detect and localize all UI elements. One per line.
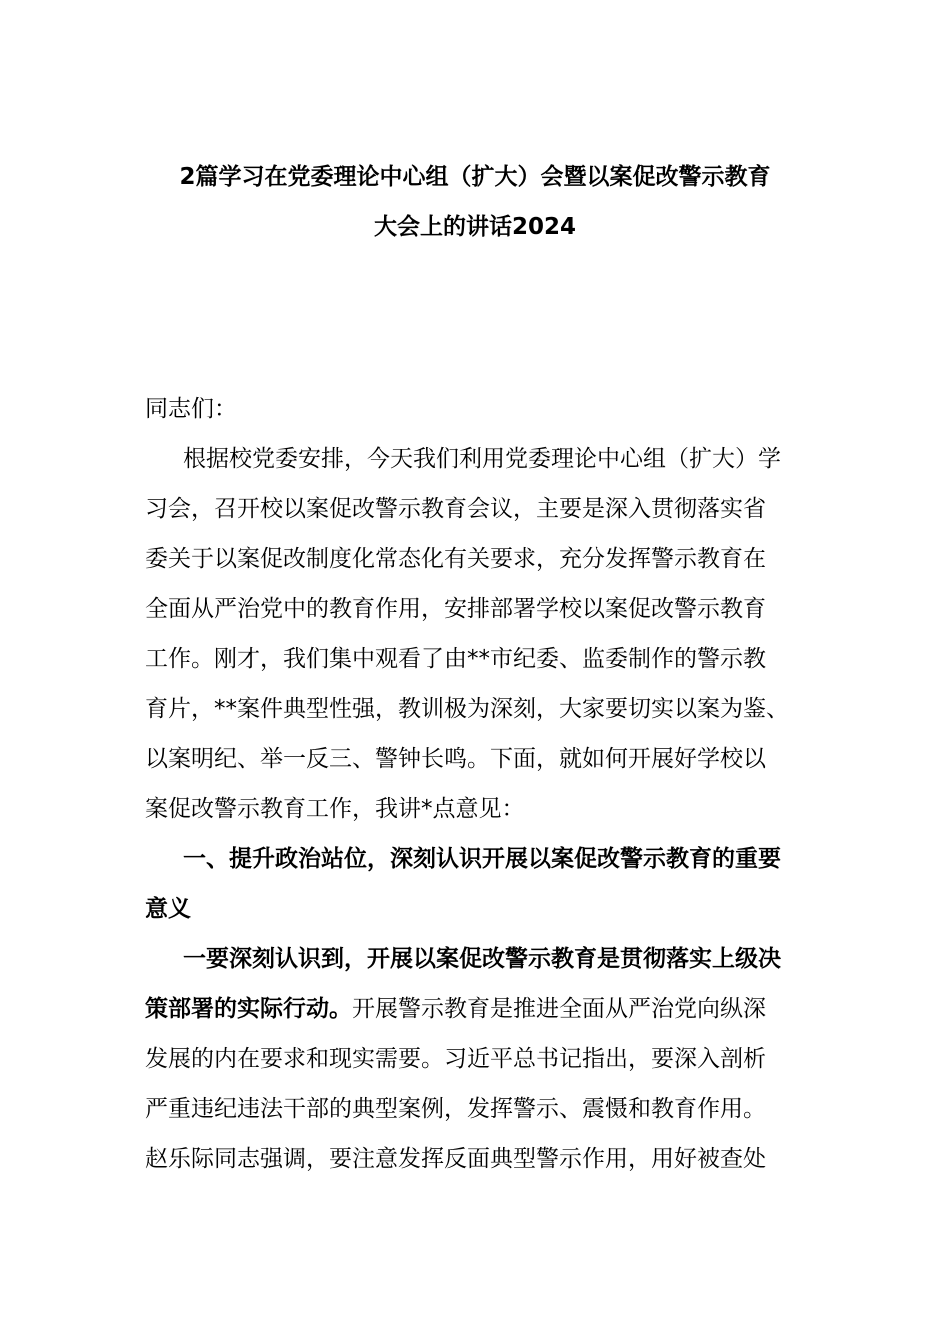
section-heading: 意义 <box>145 896 191 922</box>
section-heading: 一、提升政治站位，深刻认识开展以案促改警示教育的重要 <box>183 846 781 872</box>
salutation: 同志们： <box>145 396 237 422</box>
paragraph-line: 育片，**案件典型性强，教训极为深刻，大家要切实以案为鉴、 <box>145 696 789 722</box>
paragraph-line: 习会，召开校以案促改警示教育会议，主要是深入贯彻落实省 <box>145 496 766 522</box>
paragraph-line: 委关于以案促改制度化常态化有关要求，充分发挥警示教育在 <box>145 546 766 572</box>
title-line: 2篇学习在党委理论中心组（扩大）会暨以案促改警示教育 <box>179 164 771 190</box>
paragraph-line: 全面从严治党中的教育作用，安排部署学校以案促改警示教育 <box>145 596 766 622</box>
paragraph-line: 以案明纪、举一反三、警钟长鸣。下面，就如何开展好学校以 <box>145 746 766 772</box>
paragraph-line <box>145 984 815 1034</box>
paragraph-line: 工作。刚才，我们集中观看了由**市纪委、监委制作的警示教 <box>145 646 766 672</box>
paragraph-line: 案促改警示教育工作，我讲*点意见： <box>145 796 525 822</box>
paragraph-line: 严重违纪违法干部的典型案例，发挥警示、震慑和教育作用。 <box>145 1096 766 1122</box>
document-title <box>130 152 820 252</box>
paragraph-text: 开展警示教育是推进全面从严治党向纵深 <box>352 996 766 1022</box>
title-line: 大会上的讲话2024 <box>373 214 576 240</box>
paragraph-lead-sentence: 策部署的实际行动。 <box>145 996 352 1022</box>
paragraph-line: 发展的内在要求和现实需要。习近平总书记指出，要深入剖析 <box>145 1046 766 1072</box>
paragraph-line: 根据校党委安排，今天我们利用党委理论中心组（扩大）学 <box>183 446 781 472</box>
paragraph-line: 赵乐际同志强调，要注意发挥反面典型警示作用，用好被查处 <box>145 1146 766 1172</box>
paragraph-lead-sentence: 一要深刻认识到，开展以案促改警示教育是贯彻落实上级决 <box>183 946 781 972</box>
document-body <box>145 384 815 1184</box>
